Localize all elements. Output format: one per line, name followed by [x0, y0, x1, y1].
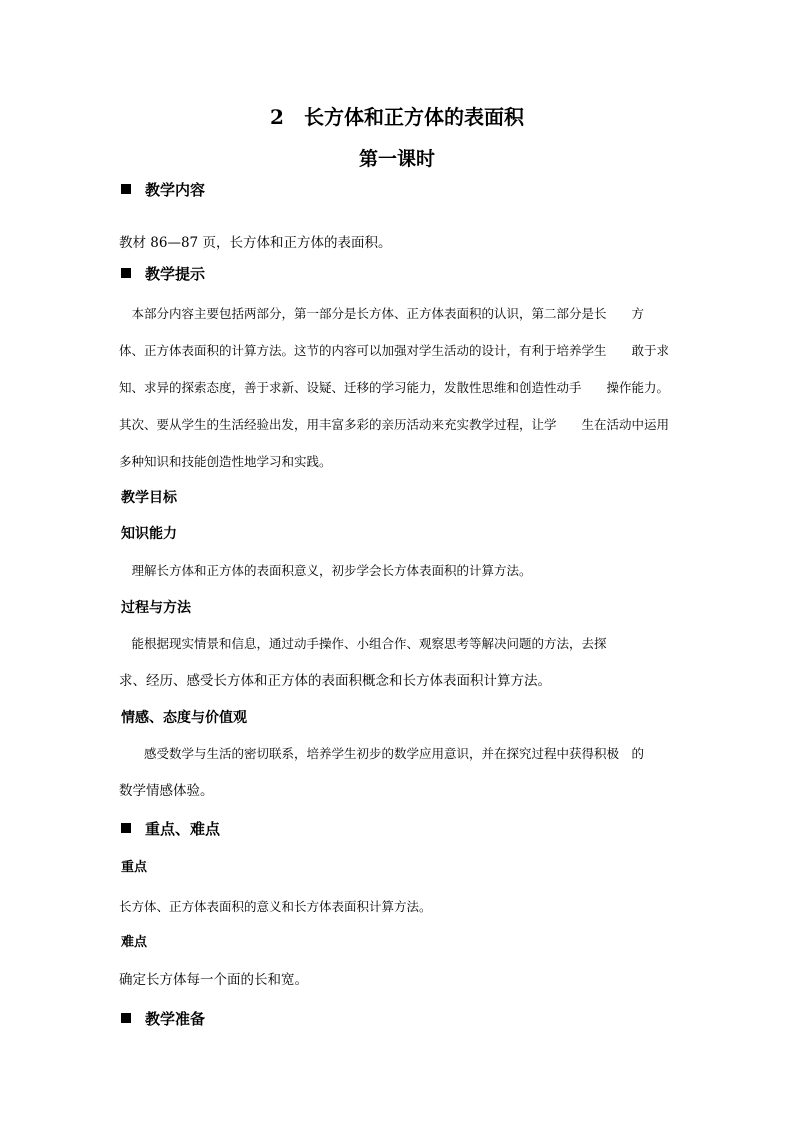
hint-line: 其次、要从学生的生活经验出发，用丰富多彩的亲历活动来充实教学过程，让学 生在活动中运用 — [119, 417, 670, 432]
process-line: 能根据现实情景和信息，通过动手操作、小组合作、观察思考等解决问题的方法，去探 — [119, 636, 607, 651]
section-key-difficult — [121, 819, 220, 839]
emotion-attitude-heading: 情感、态度与价值观 — [121, 710, 247, 726]
square-bullet-icon — [121, 823, 131, 833]
emotion-line: 数学情感体验。 — [119, 783, 214, 799]
lesson-subtitle: 第一课时 — [358, 148, 435, 170]
hint-line: 多种知识和技能创造性地学习和实践。 — [119, 454, 332, 469]
process-method-heading: 过程与方法 — [121, 600, 191, 616]
key-point-heading: 重点 — [121, 860, 148, 875]
document-title: 2 长方体和正方体的表面积 — [270, 105, 524, 129]
section-heading: 教学准备 — [145, 1010, 206, 1028]
section-teaching-hint — [121, 264, 205, 284]
knowledge-ability-heading: 知识能力 — [121, 526, 177, 542]
square-bullet-icon — [121, 1013, 131, 1023]
knowledge-ability-text: 理解长方体和正方体的表面积意义，初步学会长方体表面积的计算方法。 — [119, 563, 532, 578]
teaching-content-text: 教材 86—87 页，长方体和正方体的表面积。 — [119, 235, 392, 251]
section-teaching-prep — [121, 1009, 205, 1029]
key-point-text: 长方体、正方体表面积的意义和长方体表面积计算方法。 — [119, 899, 432, 914]
emotion-line: 感受数学与生活的密切联系，培养学生初步的数学应用意识，并在探究过程中获得积极 的 — [119, 746, 645, 761]
section-heading: 重点、难点 — [145, 820, 221, 838]
section-teaching-content — [121, 180, 205, 200]
difficult-point-heading: 难点 — [121, 935, 148, 950]
square-bullet-icon — [121, 184, 131, 194]
square-bullet-icon — [121, 268, 131, 278]
teaching-goals-heading: 教学目标 — [121, 490, 177, 506]
hint-line: 知、求异的探索态度，善于求新、设疑、迁移的学习能力，发散性思维和创造性动手 操作能力。 — [119, 380, 670, 395]
process-line: 求、经历、感受长方体和正方体的表面积概念和长方体表面积计算方法。 — [119, 673, 551, 689]
section-heading: 教学内容 — [145, 181, 206, 199]
difficult-point-text: 确定长方体每一个面的长和宽。 — [119, 972, 308, 988]
section-heading: 教学提示 — [145, 265, 206, 283]
hint-line: 体、正方体表面积的计算方法。这节的内容可以加强对学生活动的设计，有利于培养学生 敢于求 — [119, 343, 670, 358]
hint-line: 本部分内容主要包括两部分，第一部分是长方体、正方体表面积的认识，第二部分是长 方 — [119, 306, 645, 321]
